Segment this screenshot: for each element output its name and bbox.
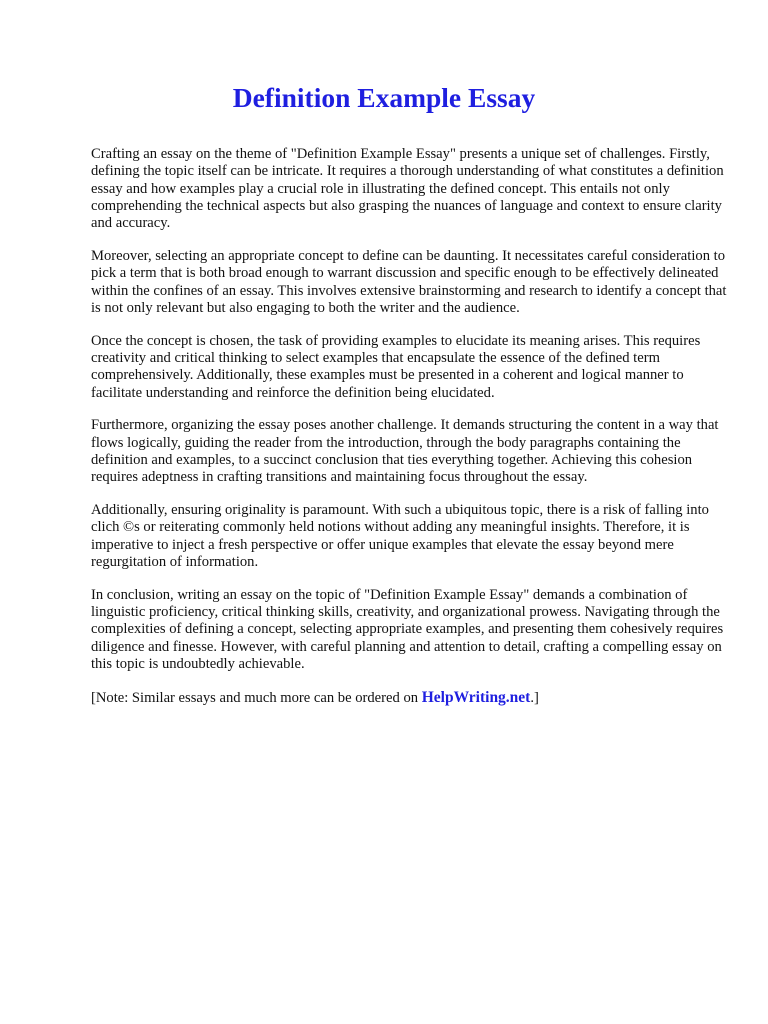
document-body — [91, 146, 731, 707]
paragraph-3: Once the concept is chosen, the task of providing examples to elucidate its meaning arises. This requires creativity and critical thinking to select examples that encapsulate the essence of the defined term comprehensively. Additionally, these examples must be presented in a coherent and logical manner to facilitate understanding and reinforce the definition being elucidated. — [91, 332, 701, 401]
note-prefix: [Note: Similar essays and much more can be ordered on — [91, 689, 422, 706]
paragraph-5: Additionally, ensuring originality is paramount. With such a ubiquitous topic, there is a risk of falling into clich ©s or reiterating commonly held notions without adding any meaningful insights. Therefore, it is imperative to inject a fresh perspective or offer unique examples that elevate the essay beyond mere regurgitation of information. — [91, 502, 709, 570]
document-title: Definition Example Essay — [232, 82, 536, 113]
paragraph-4: Furthermore, organizing the essay poses another challenge. It demands structuring the content in a way that flows logically, guiding the reader from the introduction, through the body paragraphs containing the definition and examples, to a succinct conclusion that ties everything together. Achieving this cohesion requires adeptness in crafting transitions and maintaining focus throughout the essay. — [91, 417, 719, 486]
order-note — [91, 689, 731, 707]
paragraph-6: In conclusion, writing an essay on the topic of "Definition Example Essay" demands a combination of linguistic proficiency, critical thinking skills, creativity, and organizational prowess. Navigating through the complexities of defining a concept, selecting appropriate examples, and presenting them cohesively requires diligence and finesse. However, with careful planning and attention to detail, crafting a compelling essay on this topic is undoubtedly achievable. — [91, 586, 724, 672]
helpwriting-link[interactable]: HelpWriting.net — [421, 688, 531, 706]
paragraph-1: Crafting an essay on the theme of "Definition Example Essay" presents a unique set of challenges. Firstly, defining the topic itself can be intricate. It requires a thorough understanding of what constitutes a definition essay and how examples play a crucial role in illustrating the defined concept. This entails not only comprehending the technical aspects but also grasping the nuances of language and context to ensure clarity and accuracy. — [91, 146, 724, 232]
paragraph-2: Moreover, selecting an appropriate concept to define can be daunting. It necessitates careful consideration to pick a term that is both broad enough to warrant discussion and specific enough to be effectively delineated within the confines of an essay. This involves extensive brainstorming and research to identify a concept that is not only relevant but also engaging to both the writer and the audience. — [91, 247, 727, 316]
note-suffix: .] — [530, 689, 539, 706]
